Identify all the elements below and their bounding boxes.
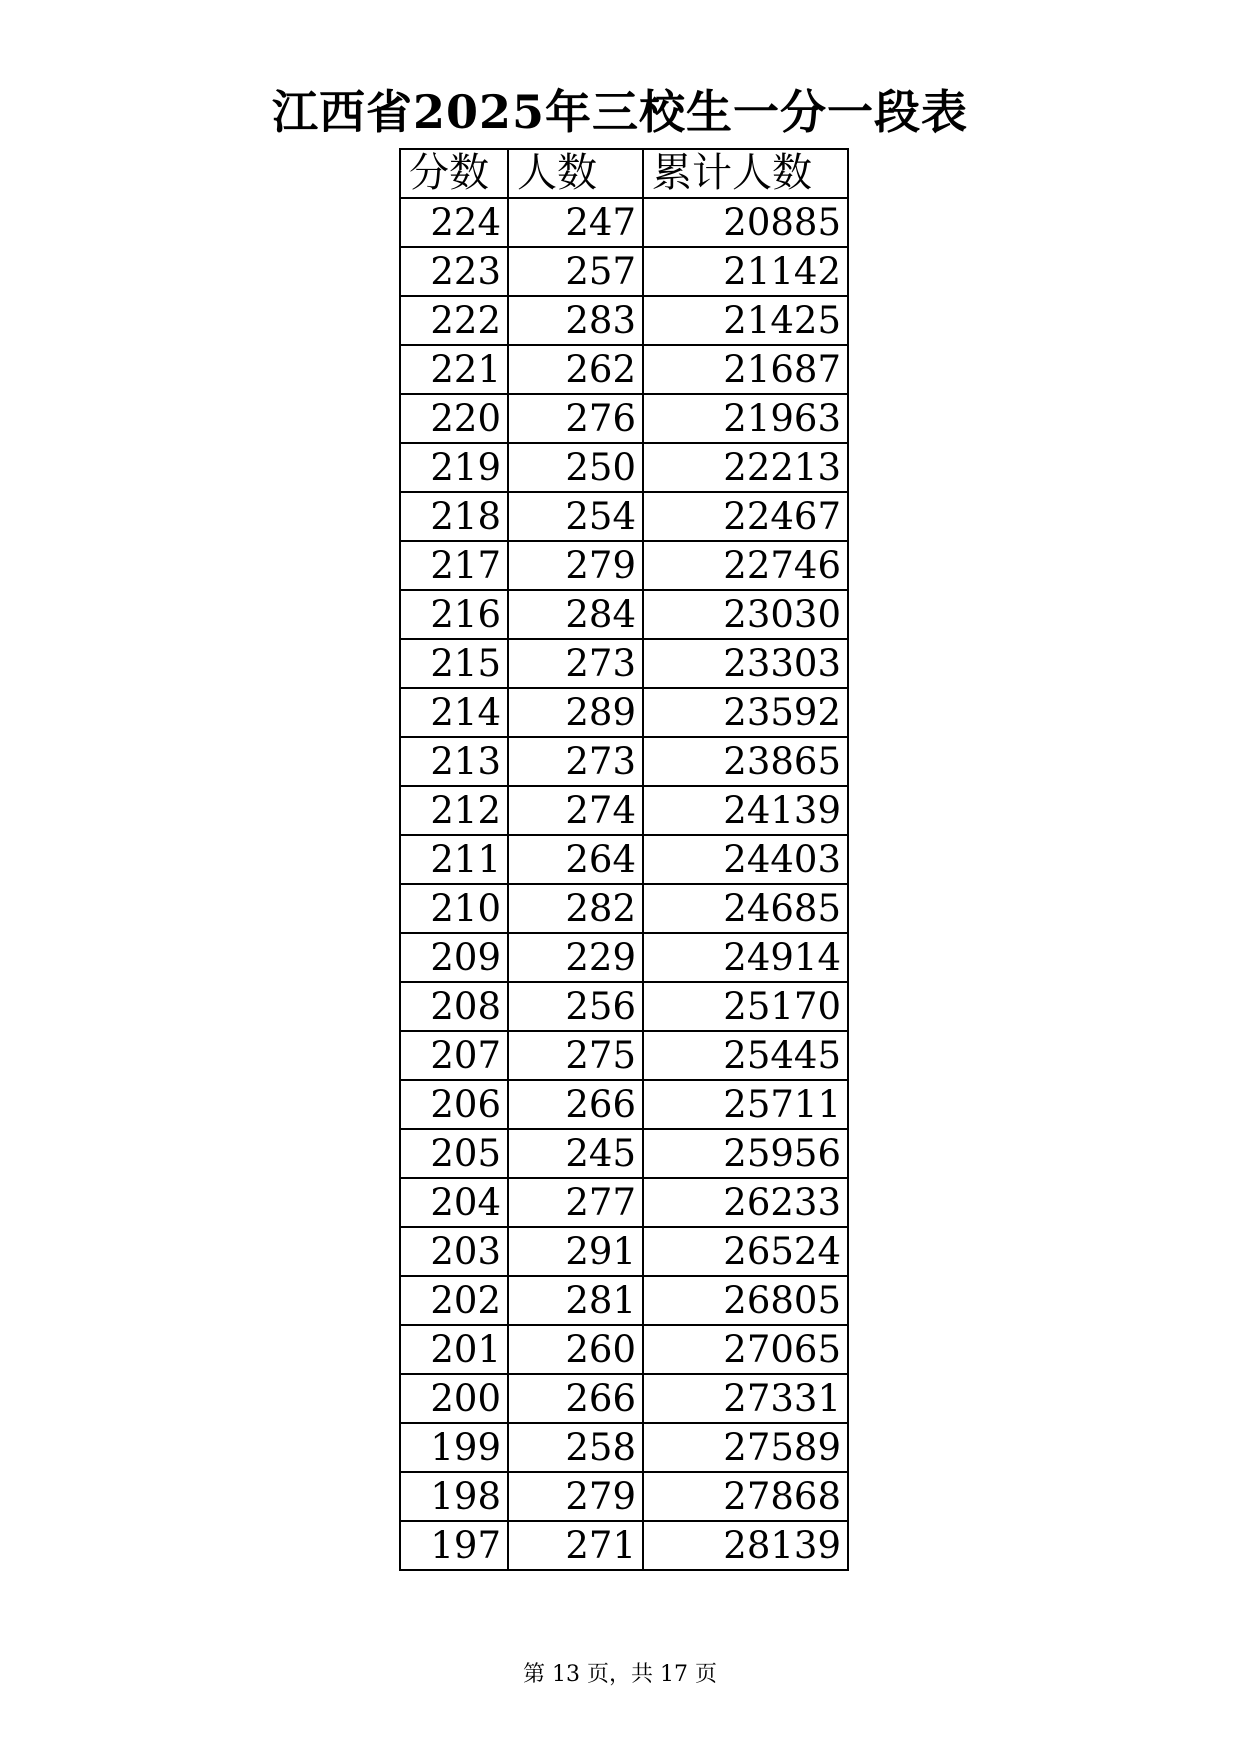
table-row [400, 1276, 848, 1325]
cell-cumulative: 23030 [643, 590, 848, 639]
cell-cumulative: 28139 [643, 1521, 848, 1570]
cell-cumulative: 25956 [643, 1129, 848, 1178]
table-row [400, 198, 848, 247]
cell-count: 282 [508, 884, 643, 933]
cell-score: 203 [400, 1227, 508, 1276]
cell-cumulative: 21687 [643, 345, 848, 394]
table-row [400, 1325, 848, 1374]
cell-cumulative: 26524 [643, 1227, 848, 1276]
table-row [400, 1423, 848, 1472]
cell-count: 256 [508, 982, 643, 1031]
table-row [400, 639, 848, 688]
cell-score: 210 [400, 884, 508, 933]
cell-count: 258 [508, 1423, 643, 1472]
table-row [400, 541, 848, 590]
cell-score: 198 [400, 1472, 508, 1521]
cell-cumulative: 25170 [643, 982, 848, 1031]
table-row [400, 394, 848, 443]
header-score: 分数 [400, 149, 508, 198]
cell-cumulative: 25711 [643, 1080, 848, 1129]
table-row [400, 1129, 848, 1178]
cell-cumulative: 21425 [643, 296, 848, 345]
cell-score: 202 [400, 1276, 508, 1325]
cell-count: 247 [508, 198, 643, 247]
cell-count: 266 [508, 1374, 643, 1423]
cell-score: 222 [400, 296, 508, 345]
cell-cumulative: 26233 [643, 1178, 848, 1227]
cell-count: 281 [508, 1276, 643, 1325]
cell-cumulative: 23303 [643, 639, 848, 688]
cell-cumulative: 22213 [643, 443, 848, 492]
cell-count: 289 [508, 688, 643, 737]
cell-count: 266 [508, 1080, 643, 1129]
cell-count: 276 [508, 394, 643, 443]
cell-cumulative: 22746 [643, 541, 848, 590]
table-row [400, 1374, 848, 1423]
cell-score: 207 [400, 1031, 508, 1080]
table-body [400, 198, 848, 1570]
cell-cumulative: 20885 [643, 198, 848, 247]
cell-count: 274 [508, 786, 643, 835]
table-row [400, 1080, 848, 1129]
table-row [400, 884, 848, 933]
cell-score: 223 [400, 247, 508, 296]
cell-count: 264 [508, 835, 643, 884]
cell-count: 279 [508, 1472, 643, 1521]
table-row [400, 835, 848, 884]
cell-cumulative: 27331 [643, 1374, 848, 1423]
cell-cumulative: 21142 [643, 247, 848, 296]
cell-score: 213 [400, 737, 508, 786]
cell-score: 199 [400, 1423, 508, 1472]
cell-score: 218 [400, 492, 508, 541]
table-row [400, 688, 848, 737]
cell-count: 250 [508, 443, 643, 492]
cell-score: 220 [400, 394, 508, 443]
cell-count: 271 [508, 1521, 643, 1570]
cell-score: 212 [400, 786, 508, 835]
table-row [400, 737, 848, 786]
cell-count: 273 [508, 737, 643, 786]
cell-score: 215 [400, 639, 508, 688]
table-row [400, 982, 848, 1031]
cell-score: 208 [400, 982, 508, 1031]
table-row [400, 296, 848, 345]
cell-count: 257 [508, 247, 643, 296]
table-row [400, 590, 848, 639]
cell-cumulative: 22467 [643, 492, 848, 541]
score-distribution-table [399, 148, 849, 1571]
cell-cumulative: 23592 [643, 688, 848, 737]
cell-count: 291 [508, 1227, 643, 1276]
table-row [400, 247, 848, 296]
table-row [400, 1178, 848, 1227]
cell-cumulative: 24685 [643, 884, 848, 933]
table-row [400, 492, 848, 541]
cell-score: 211 [400, 835, 508, 884]
cell-count: 273 [508, 639, 643, 688]
table-row [400, 345, 848, 394]
cell-cumulative: 24139 [643, 786, 848, 835]
cell-cumulative: 26805 [643, 1276, 848, 1325]
cell-cumulative: 25445 [643, 1031, 848, 1080]
table-row [400, 786, 848, 835]
page-title: 江西省2025年三校生一分一段表 [271, 85, 969, 139]
cell-cumulative: 24914 [643, 933, 848, 982]
table-row [400, 1472, 848, 1521]
cell-score: 197 [400, 1521, 508, 1570]
cell-count: 275 [508, 1031, 643, 1080]
table-header-row [400, 149, 848, 198]
table-row [400, 933, 848, 982]
cell-score: 209 [400, 933, 508, 982]
cell-cumulative: 23865 [643, 737, 848, 786]
table-row [400, 1521, 848, 1570]
cell-cumulative: 27589 [643, 1423, 848, 1472]
cell-score: 214 [400, 688, 508, 737]
cell-count: 284 [508, 590, 643, 639]
cell-count: 283 [508, 296, 643, 345]
cell-score: 205 [400, 1129, 508, 1178]
cell-score: 217 [400, 541, 508, 590]
cell-cumulative: 27868 [643, 1472, 848, 1521]
page-footer: 第 13 页，共 17 页 [523, 1662, 717, 1687]
table-row [400, 1227, 848, 1276]
cell-score: 224 [400, 198, 508, 247]
cell-score: 200 [400, 1374, 508, 1423]
cell-score: 201 [400, 1325, 508, 1374]
cell-score: 221 [400, 345, 508, 394]
cell-cumulative: 24403 [643, 835, 848, 884]
table-row [400, 443, 848, 492]
cell-count: 277 [508, 1178, 643, 1227]
cell-count: 260 [508, 1325, 643, 1374]
cell-score: 216 [400, 590, 508, 639]
cell-count: 254 [508, 492, 643, 541]
cell-count: 262 [508, 345, 643, 394]
table-row [400, 1031, 848, 1080]
cell-count: 279 [508, 541, 643, 590]
cell-score: 219 [400, 443, 508, 492]
cell-count: 245 [508, 1129, 643, 1178]
cell-score: 206 [400, 1080, 508, 1129]
cell-score: 204 [400, 1178, 508, 1227]
cell-count: 229 [508, 933, 643, 982]
cell-cumulative: 21963 [643, 394, 848, 443]
header-count: 人数 [508, 149, 643, 198]
header-cumulative: 累计人数 [643, 149, 848, 198]
cell-cumulative: 27065 [643, 1325, 848, 1374]
